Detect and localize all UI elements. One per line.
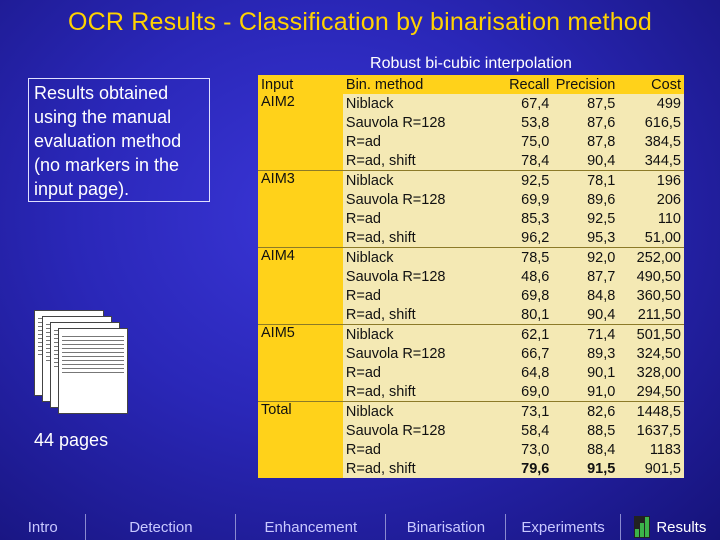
recall-cell: 80,1	[487, 305, 553, 325]
method-cell: Niblack	[343, 402, 487, 422]
precision-cell: 91,0	[552, 382, 618, 402]
table-row	[258, 248, 684, 268]
precision-cell: 78,1	[552, 171, 618, 191]
precision-cell: 88,4	[552, 440, 618, 459]
method-cell: R=ad	[343, 440, 487, 459]
nav-item-detection[interactable]: Detection	[85, 514, 235, 540]
column-header-method: Bin. method	[343, 75, 487, 94]
precision-cell: 92,0	[552, 248, 618, 268]
slide-title: OCR Results - Classification by binarisation method	[67, 8, 653, 36]
nav-item-enhancement[interactable]: Enhancement	[235, 514, 385, 540]
method-cell: Niblack	[343, 325, 487, 345]
cost-cell: 616,5	[618, 113, 684, 132]
method-cell: Sauvola R=128	[343, 344, 487, 363]
table-subtitle: Robust bi-cubic interpolation	[370, 55, 572, 72]
input-cell: Total	[258, 402, 343, 479]
method-cell: Sauvola R=128	[343, 190, 487, 209]
precision-cell: 87,8	[552, 132, 618, 151]
recall-cell: 48,6	[487, 267, 553, 286]
input-cell: AIM4	[258, 248, 343, 325]
cost-cell: 206	[618, 190, 684, 209]
cost-cell: 344,5	[618, 151, 684, 171]
input-cell: AIM5	[258, 325, 343, 402]
recall-cell: 92,5	[487, 171, 553, 191]
recall-cell: 69,0	[487, 382, 553, 402]
recall-cell: 67,4	[487, 94, 553, 113]
nav-item-intro[interactable]: Intro	[27, 518, 58, 536]
recall-cell: 79,6	[487, 459, 553, 478]
recall-cell: 78,5	[487, 248, 553, 268]
results-table-body	[258, 94, 684, 478]
method-cell: Sauvola R=128	[343, 421, 487, 440]
results-table	[258, 75, 684, 478]
cost-cell: 1183	[618, 440, 684, 459]
method-cell: R=ad, shift	[343, 459, 487, 478]
page-thumbnail-icon	[58, 328, 128, 414]
recall-cell: 96,2	[487, 228, 553, 248]
precision-cell: 92,5	[552, 209, 618, 228]
nav-item-results[interactable]	[620, 514, 720, 540]
nav-item-experiments[interactable]: Experiments	[505, 514, 619, 540]
cost-cell: 499	[618, 94, 684, 113]
recall-cell: 62,1	[487, 325, 553, 345]
recall-cell: 75,0	[487, 132, 553, 151]
precision-cell: 87,6	[552, 113, 618, 132]
page-stack	[34, 310, 134, 420]
recall-cell: 69,8	[487, 286, 553, 305]
section-nav	[0, 514, 720, 540]
cost-cell: 252,00	[618, 248, 684, 268]
cost-cell: 384,5	[618, 132, 684, 151]
precision-cell: 71,4	[552, 325, 618, 345]
recall-cell: 73,1	[487, 402, 553, 422]
cost-cell: 196	[618, 171, 684, 191]
pages-count-label: 44 pages	[34, 430, 109, 450]
recall-cell: 66,7	[487, 344, 553, 363]
method-cell: Niblack	[343, 171, 487, 191]
nav-item-binarisation[interactable]: Binarisation	[385, 514, 505, 540]
method-cell: Niblack	[343, 94, 487, 113]
results-logo-icon	[634, 516, 650, 538]
column-header-precision: Precision	[552, 75, 618, 94]
precision-cell: 90,4	[552, 151, 618, 171]
table-row	[258, 402, 684, 422]
method-cell: R=ad	[343, 363, 487, 382]
cost-cell: 901,5	[618, 459, 684, 478]
method-cell: R=ad	[343, 132, 487, 151]
nav-item-results-label: Results	[656, 518, 707, 536]
cost-cell: 51,00	[618, 228, 684, 248]
precision-cell: 90,4	[552, 305, 618, 325]
precision-cell: 95,3	[552, 228, 618, 248]
cost-cell: 294,50	[618, 382, 684, 402]
precision-cell: 91,5	[552, 459, 618, 478]
precision-cell: 89,6	[552, 190, 618, 209]
precision-cell: 89,3	[552, 344, 618, 363]
method-cell: R=ad, shift	[343, 151, 487, 171]
column-header-cost: Cost	[618, 75, 684, 94]
cost-cell: 490,50	[618, 267, 684, 286]
precision-cell: 88,5	[552, 421, 618, 440]
method-cell: R=ad, shift	[343, 305, 487, 325]
method-cell: R=ad, shift	[343, 228, 487, 248]
column-header-input: Input	[258, 75, 343, 94]
table-row	[258, 171, 684, 191]
method-cell: R=ad, shift	[343, 382, 487, 402]
cost-cell: 110	[618, 209, 684, 228]
input-cell: AIM3	[258, 171, 343, 248]
cost-cell: 324,50	[618, 344, 684, 363]
cost-cell: 1448,5	[618, 402, 684, 422]
cost-cell: 501,50	[618, 325, 684, 345]
precision-cell: 87,7	[552, 267, 618, 286]
method-note: Results obtained using the manual evaluation method (no markers in the input page).	[28, 78, 210, 202]
method-cell: Sauvola R=128	[343, 267, 487, 286]
recall-cell: 58,4	[487, 421, 553, 440]
recall-cell: 53,8	[487, 113, 553, 132]
input-cell: AIM2	[258, 94, 343, 171]
recall-cell: 85,3	[487, 209, 553, 228]
column-header-recall: Recall	[487, 75, 553, 94]
recall-cell: 73,0	[487, 440, 553, 459]
cost-cell: 1637,5	[618, 421, 684, 440]
method-cell: R=ad	[343, 209, 487, 228]
table-row	[258, 94, 684, 113]
cost-cell: 328,00	[618, 363, 684, 382]
recall-cell: 78,4	[487, 151, 553, 171]
method-cell: Niblack	[343, 248, 487, 268]
precision-cell: 87,5	[552, 94, 618, 113]
cost-cell: 360,50	[618, 286, 684, 305]
method-cell: R=ad	[343, 286, 487, 305]
method-cell: Sauvola R=128	[343, 113, 487, 132]
recall-cell: 64,8	[487, 363, 553, 382]
recall-cell: 69,9	[487, 190, 553, 209]
precision-cell: 82,6	[552, 402, 618, 422]
precision-cell: 90,1	[552, 363, 618, 382]
precision-cell: 84,8	[552, 286, 618, 305]
table-row	[258, 325, 684, 345]
cost-cell: 211,50	[618, 305, 684, 325]
